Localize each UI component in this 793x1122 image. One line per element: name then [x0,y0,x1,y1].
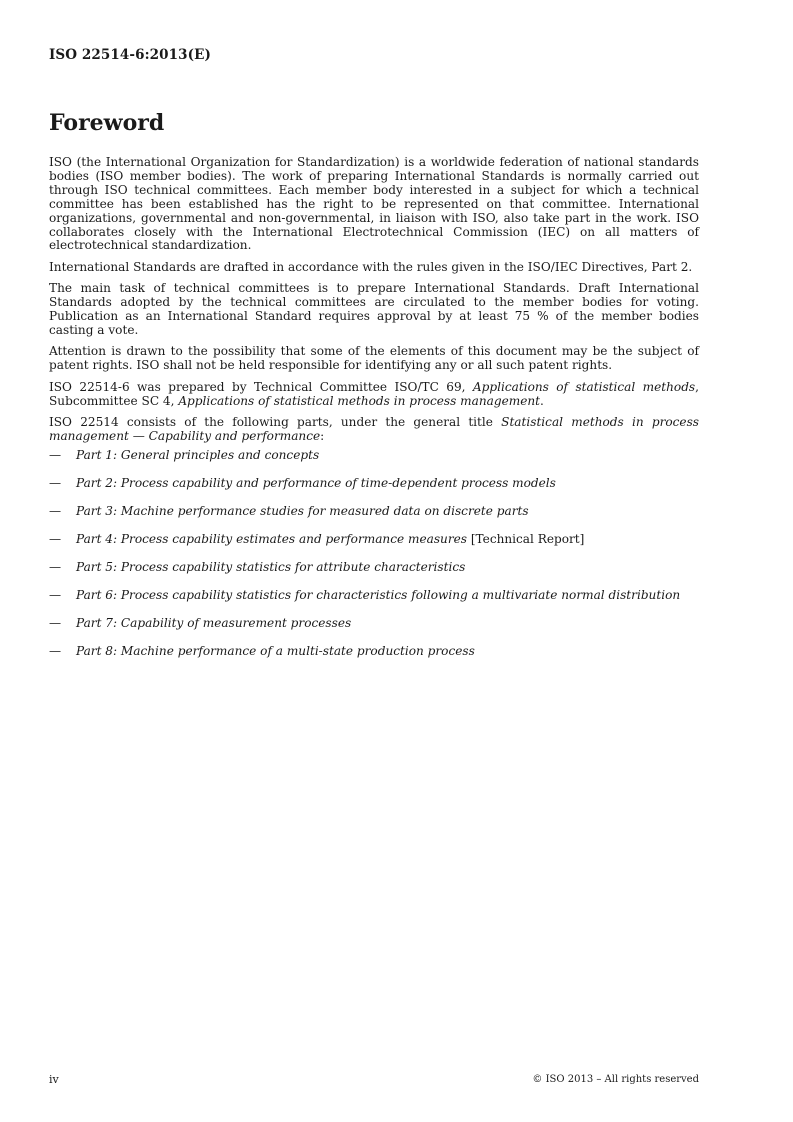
list-dash: — [49,503,62,518]
general-title: Statistical methods in process management — Capability and performance [49,415,699,443]
subcommittee-title: Applications of statistical methods in process management [178,393,541,408]
part-title: Part 1: General principles and concepts [76,447,320,462]
page-title: Foreword [49,110,165,136]
list-dash: — [49,588,62,603]
part-title: Part 8: Machine performance of a multi-state production process [76,644,475,659]
part-title: Part 7: Capability of measurement processes [76,616,352,631]
parts-list [49,449,699,659]
list-item [49,505,699,519]
list-dash: — [49,532,62,547]
part-title: Part 3: Machine performance studies for measured data on discrete parts [76,503,529,518]
page-number: iv [49,1073,59,1086]
list-dash: — [49,644,62,659]
parts-intro-text-a: ISO 22514 consists of the following parts, under the general title [49,415,502,429]
part-title: Part 4: Process capability estimates and performance measures [76,532,467,547]
part-suffix: [Technical Report] [466,532,585,547]
prepared-by-text-b: , Subcommittee SC 4, [49,379,700,408]
copyright-notice: © ISO 2013 – All rights reserved [532,1074,699,1085]
list-dash: — [49,560,62,575]
list-dash: — [49,475,62,490]
list-item [49,533,699,547]
list-item [49,449,699,463]
list-dash: — [49,616,62,631]
paragraph-iso-organization: ISO (the International Organization for Standardization) is a worldwide federation of national standards bodies (ISO member bodies). The work of preparing International Standards is normally carried out through ISO technical committees. Each member body interested in a subject for which a technical committee has been established has the right to be represented on that committee. International organizations, governmental and non-governmental, in liaison with ISO, also take part in the work. ISO collaborates closely with the International Electrotechnical Commission (IEC) on all matters of electrotechnical standardization. [49,155,699,253]
paragraph-prepared-by [49,381,699,409]
committee-title: Applications of statistical methods [472,379,696,394]
foreword-body [49,156,699,673]
paragraph-drafting-rules: International Standards are drafted in accordance with the rules given in the ISO/IEC Directives, Part 2. [49,259,693,274]
prepared-by-text-a: ISO 22514-6 was prepared by Technical Committee ISO/TC 69, [49,379,473,394]
paragraph-patent-rights: Attention is drawn to the possibility that some of the elements of this document may be the subject of patent rights. ISO shall not be held responsible for identifying any or all such patent rights. [49,344,699,373]
part-title: Part 6: Process capability statistics for characteristics following a multivariate normal distribution [76,588,681,603]
list-item [49,589,699,603]
list-dash: — [49,447,62,462]
paragraph-technical-committees: The main task of technical committees is to prepare International Standards. Draft International Standards adopted by the technical committees are circulated to the member bodies for voting. Publication as an International Standard requires approval by at least 75 % of the member bodies casting a vote. [49,281,699,337]
list-item [49,617,699,631]
part-title: Part 5: Process capability statistics for attribute characteristics [76,560,466,575]
part-title: Part 2: Process capability and performance of time-dependent process models [76,475,556,490]
paragraph-parts-intro [49,416,699,444]
list-item [49,561,699,575]
list-item [49,645,699,659]
parts-intro-text-b: : [320,428,325,443]
prepared-by-text-c: . [540,393,544,408]
list-item [49,477,699,491]
document-id: ISO 22514-6:2013(E) [49,47,212,63]
